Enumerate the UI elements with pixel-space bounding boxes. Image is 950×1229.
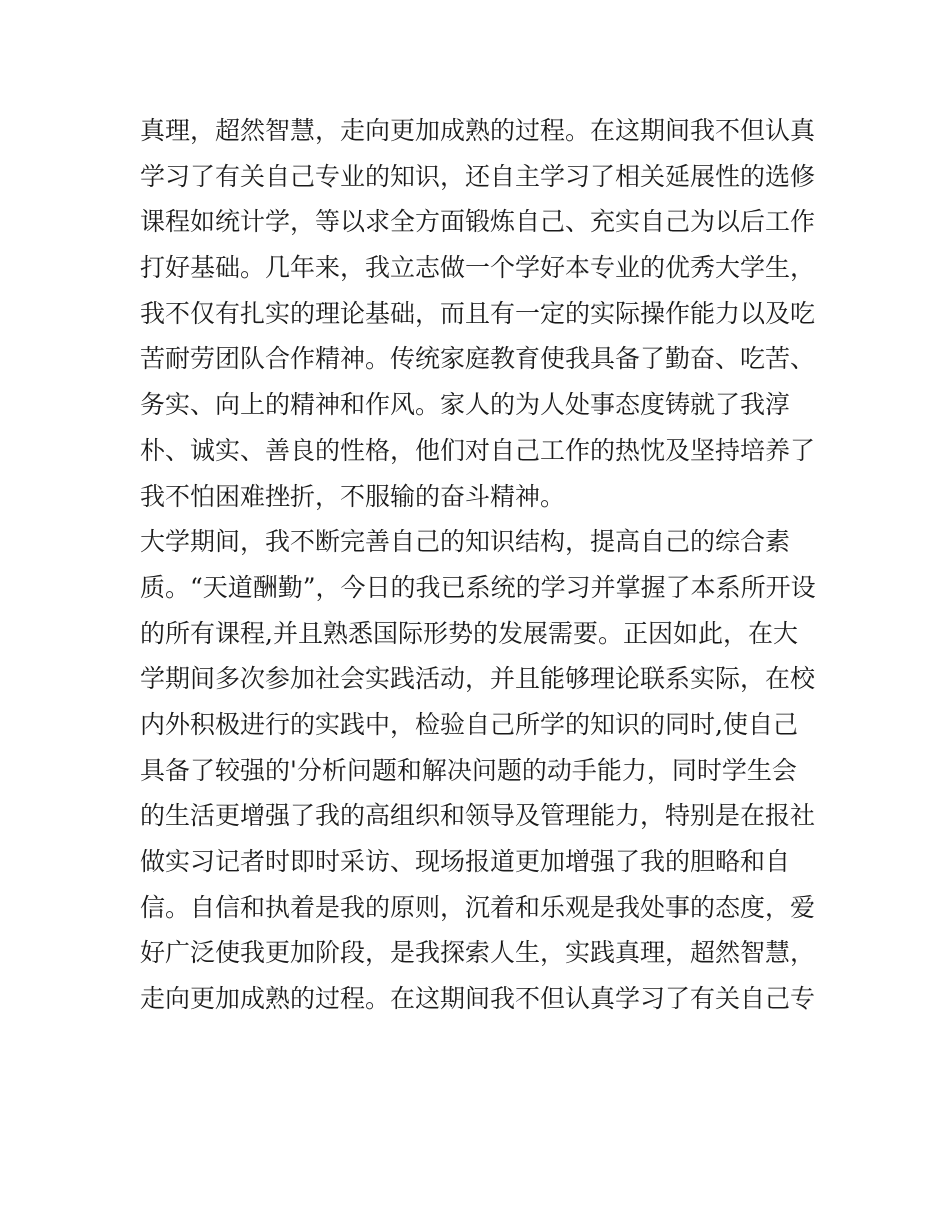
text-line: 走向更加成熟的过程。在这期间我不但认真学习了有关自己专	[140, 984, 816, 1014]
text-line: 好广泛使我更加阶段，是我探索人生，实践真理，超然智慧，	[140, 938, 816, 968]
text-line: 具备了较强的'分析问题和解决问题的动手能力，同时学生会	[140, 755, 797, 785]
text-line: 大学期间，我不断完善自己的知识结构，提高自己的综合素	[140, 527, 791, 557]
text-line: 内外积极进行的实践中，检验自己所学的知识的同时,使自己	[140, 709, 798, 739]
text-line: 苦耐劳团队合作精神。传统家庭教育使我具备了勤奋、吃苦、	[140, 344, 816, 374]
text-line: 质。“天道酬勤”，今日的我已系统的学习并掌握了本系所开设	[140, 572, 816, 602]
text-line: 的生活更增强了我的高组织和领导及管理能力，特别是在报社	[140, 801, 816, 831]
text-line: 做实习记者时即时采访、现场报道更加增强了我的胆略和自	[140, 847, 791, 876]
text-line: 打好基础。几年来，我立志做一个学好本专业的优秀大学生，	[140, 253, 816, 283]
text-line: 朴、诚实、善良的性格，他们对自己工作的热忱及坚持培养了	[140, 435, 816, 465]
text-line: 学习了有关自己专业的知识，还自主学习了相关延展性的选修	[140, 161, 816, 191]
text-line: 的所有课程,并且熟悉国际形势的发展需要。正因如此，在大	[140, 618, 798, 648]
text-line: 我不仅有扎实的理论基础，而且有一定的实际操作能力以及吃	[140, 298, 816, 328]
text-line: 真理，超然智慧，走向更加成熟的过程。在这期间我不但认真	[140, 116, 816, 145]
text-line: 信。自信和执着是我的原则，沉着和乐观是我处事的态度，爱	[140, 892, 816, 922]
text-line: 我不怕困难挫折，不服输的奋斗精神。	[140, 481, 566, 511]
text-line: 课程如统计学，等以求全方面锻炼自己、充实自己为以后工作	[140, 207, 816, 237]
text-line: 务实、向上的精神和作风。家人的为人处事态度铸就了我淳	[140, 390, 791, 420]
body-text	[140, 108, 820, 1022]
text-line: 学期间多次参加社会实践活动，并且能够理论联系实际，在校	[140, 664, 816, 694]
